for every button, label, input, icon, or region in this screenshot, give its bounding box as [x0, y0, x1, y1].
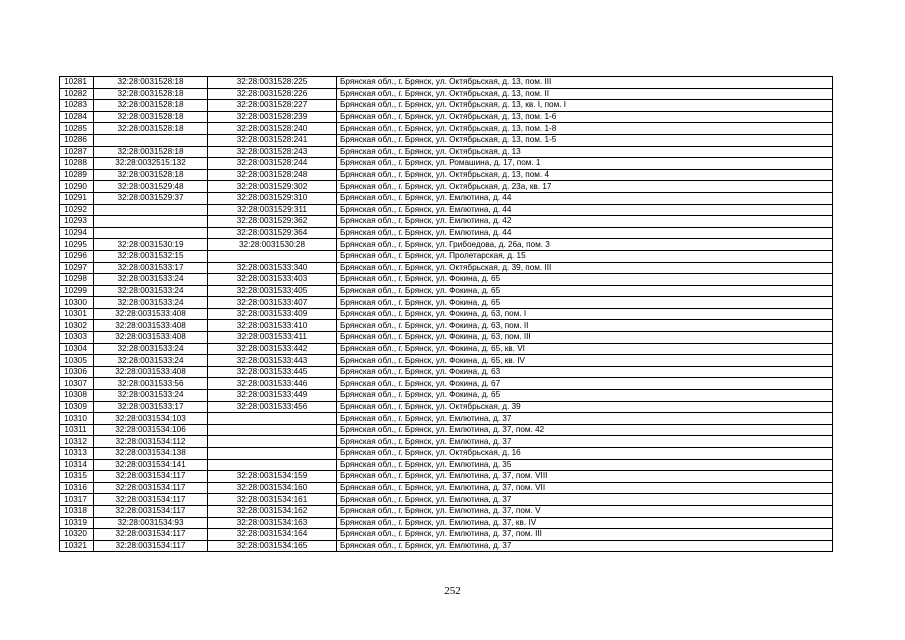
table-row: [60, 100, 833, 112]
address-cell: Брянская обл., г. Брянск, ул. Емлютина, д. 37: [337, 413, 833, 425]
table-row: [60, 390, 833, 402]
address-cell: Брянская обл., г. Брянск, ул. Фокина, д. 65: [337, 297, 833, 309]
row-number-cell: 10299: [60, 285, 94, 297]
table-row: [60, 262, 833, 274]
table-row: [60, 448, 833, 460]
address-cell: Брянская обл., г. Брянск, ул. Октябрьская, д. 13, пом. III: [337, 77, 833, 89]
address-cell: Брянская обл., г. Брянск, ул. Ромашина, д. 17, пом. 1: [337, 158, 833, 170]
object-cadastral-number-cell: 32:28:0031528:248: [208, 169, 337, 181]
object-cadastral-number-cell: [208, 459, 337, 471]
row-number-cell: 10287: [60, 146, 94, 158]
address-cell: Брянская обл., г. Брянск, ул. Емлютина, д. 37, пом. VIII: [337, 471, 833, 483]
land-cadastral-number-cell: 32:28:0031534:138: [94, 448, 208, 460]
land-cadastral-number-cell: 32:28:0031534:117: [94, 505, 208, 517]
table-row: [60, 192, 833, 204]
land-cadastral-number-cell: 32:28:0031534:112: [94, 436, 208, 448]
land-cadastral-number-cell: 32:28:0031534:117: [94, 471, 208, 483]
address-cell: Брянская обл., г. Брянск, ул. Емлютина, д. 37, пом. III: [337, 529, 833, 541]
object-cadastral-number-cell: 32:28:0031533:410: [208, 320, 337, 332]
object-cadastral-number-cell: 32:28:0031534:162: [208, 505, 337, 517]
table-row: [60, 297, 833, 309]
table-row: [60, 401, 833, 413]
row-number-cell: 10284: [60, 111, 94, 123]
registry-table-body: [60, 77, 833, 552]
address-cell: Брянская обл., г. Брянск, ул. Емлютина, д. 37, пом. V: [337, 505, 833, 517]
object-cadastral-number-cell: 32:28:0031533:411: [208, 332, 337, 344]
table-row: [60, 505, 833, 517]
object-cadastral-number-cell: 32:28:0031533:409: [208, 308, 337, 320]
row-number-cell: 10296: [60, 250, 94, 262]
table-row: [60, 413, 833, 425]
land-cadastral-number-cell: 32:28:0031528:18: [94, 111, 208, 123]
table-row: [60, 88, 833, 100]
table-row: [60, 482, 833, 494]
table-row: [60, 134, 833, 146]
object-cadastral-number-cell: 32:28:0031529:310: [208, 192, 337, 204]
object-cadastral-number-cell: 32:28:0031529:311: [208, 204, 337, 216]
object-cadastral-number-cell: 32:28:0031533:449: [208, 390, 337, 402]
land-cadastral-number-cell: 32:28:0031529:48: [94, 181, 208, 193]
address-cell: Брянская обл., г. Брянск, ул. Октябрьская, д. 13, пом. II: [337, 88, 833, 100]
land-cadastral-number-cell: 32:28:0031534:117: [94, 529, 208, 541]
object-cadastral-number-cell: 32:28:0031534:164: [208, 529, 337, 541]
table-row: [60, 250, 833, 262]
row-number-cell: 10298: [60, 274, 94, 286]
row-number-cell: 10289: [60, 169, 94, 181]
object-cadastral-number-cell: 32:28:0031533:443: [208, 355, 337, 367]
row-number-cell: 10305: [60, 355, 94, 367]
row-number-cell: 10292: [60, 204, 94, 216]
table-row: [60, 459, 833, 471]
land-cadastral-number-cell: 32:28:0031534:93: [94, 517, 208, 529]
row-number-cell: 10295: [60, 239, 94, 251]
land-cadastral-number-cell: 32:28:0031533:24: [94, 285, 208, 297]
object-cadastral-number-cell: 32:28:0031528:226: [208, 88, 337, 100]
row-number-cell: 10320: [60, 529, 94, 541]
table-row: [60, 181, 833, 193]
land-cadastral-number-cell: 32:28:0031533:408: [94, 332, 208, 344]
row-number-cell: 10288: [60, 158, 94, 170]
address-cell: Брянская обл., г. Брянск, ул. Емлютина, д. 37, кв. IV: [337, 517, 833, 529]
land-cadastral-number-cell: 32:28:0031533:24: [94, 274, 208, 286]
table-row: [60, 239, 833, 251]
table-row: [60, 146, 833, 158]
address-cell: Брянская обл., г. Брянск, ул. Октябрьская, д. 39, пом. III: [337, 262, 833, 274]
table-row: [60, 285, 833, 297]
land-cadastral-number-cell: 32:28:0031528:18: [94, 88, 208, 100]
table-row: [60, 123, 833, 135]
object-cadastral-number-cell: 32:28:0031528:227: [208, 100, 337, 112]
address-cell: Брянская обл., г. Брянск, ул. Фокина, д. 63: [337, 366, 833, 378]
land-cadastral-number-cell: [94, 216, 208, 228]
address-cell: Брянская обл., г. Брянск, ул. Октябрьская, д. 13: [337, 146, 833, 158]
object-cadastral-number-cell: 32:28:0031530:28: [208, 239, 337, 251]
object-cadastral-number-cell: 32:28:0031533:403: [208, 274, 337, 286]
object-cadastral-number-cell: 32:28:0031533:442: [208, 343, 337, 355]
address-cell: Брянская обл., г. Брянск, ул. Фокина, д. 65: [337, 285, 833, 297]
address-cell: Брянская обл., г. Брянск, ул. Емлютина, д. 44: [337, 204, 833, 216]
object-cadastral-number-cell: 32:28:0031528:241: [208, 134, 337, 146]
object-cadastral-number-cell: [208, 413, 337, 425]
table-row: [60, 308, 833, 320]
land-cadastral-number-cell: 32:28:0031534:117: [94, 482, 208, 494]
address-cell: Брянская обл., г. Брянск, ул. Октябрьская, д. 13, кв. I, пом. I: [337, 100, 833, 112]
land-cadastral-number-cell: 32:28:0031533:24: [94, 297, 208, 309]
page-number: 252: [444, 585, 461, 597]
land-cadastral-number-cell: 32:28:0031534:103: [94, 413, 208, 425]
table-row: [60, 169, 833, 181]
table-row: [60, 204, 833, 216]
table-row: [60, 471, 833, 483]
row-number-cell: 10316: [60, 482, 94, 494]
table-row: [60, 227, 833, 239]
row-number-cell: 10313: [60, 448, 94, 460]
table-row: [60, 529, 833, 541]
row-number-cell: 10321: [60, 540, 94, 552]
address-cell: Брянская обл., г. Брянск, ул. Емлютина, д. 44: [337, 192, 833, 204]
object-cadastral-number-cell: 32:28:0031534:159: [208, 471, 337, 483]
row-number-cell: 10309: [60, 401, 94, 413]
row-number-cell: 10314: [60, 459, 94, 471]
land-cadastral-number-cell: 32:28:0032515:132: [94, 158, 208, 170]
land-cadastral-number-cell: 32:28:0031533:408: [94, 320, 208, 332]
address-cell: Брянская обл., г. Брянск, ул. Октябрьская, д. 13, пом. 4: [337, 169, 833, 181]
address-cell: Брянская обл., г. Брянск, ул. Фокина, д. 65, кв. IV: [337, 355, 833, 367]
address-cell: Брянская обл., г. Брянск, ул. Емлютина, д. 44: [337, 227, 833, 239]
table-row: [60, 424, 833, 436]
row-number-cell: 10293: [60, 216, 94, 228]
row-number-cell: 10318: [60, 505, 94, 517]
row-number-cell: 10303: [60, 332, 94, 344]
table-row: [60, 274, 833, 286]
land-cadastral-number-cell: 32:28:0031528:18: [94, 100, 208, 112]
row-number-cell: 10302: [60, 320, 94, 332]
object-cadastral-number-cell: 32:28:0031533:446: [208, 378, 337, 390]
land-cadastral-number-cell: 32:28:0031533:408: [94, 308, 208, 320]
object-cadastral-number-cell: 32:28:0031529:364: [208, 227, 337, 239]
object-cadastral-number-cell: 32:28:0031528:243: [208, 146, 337, 158]
address-cell: Брянская обл., г. Брянск, ул. Емлютина, д. 37, пом. 42: [337, 424, 833, 436]
object-cadastral-number-cell: 32:28:0031528:244: [208, 158, 337, 170]
object-cadastral-number-cell: 32:28:0031534:161: [208, 494, 337, 506]
object-cadastral-number-cell: 32:28:0031533:340: [208, 262, 337, 274]
object-cadastral-number-cell: [208, 250, 337, 262]
address-cell: Брянская обл., г. Брянск, ул. Емлютина, д. 37, пом. VII: [337, 482, 833, 494]
row-number-cell: 10310: [60, 413, 94, 425]
object-cadastral-number-cell: 32:28:0031528:240: [208, 123, 337, 135]
object-cadastral-number-cell: 32:28:0031534:165: [208, 540, 337, 552]
land-cadastral-number-cell: 32:28:0031534:106: [94, 424, 208, 436]
land-cadastral-number-cell: 32:28:0031533:56: [94, 378, 208, 390]
land-cadastral-number-cell: 32:28:0031533:17: [94, 262, 208, 274]
object-cadastral-number-cell: 32:28:0031533:407: [208, 297, 337, 309]
table-row: [60, 320, 833, 332]
row-number-cell: 10290: [60, 181, 94, 193]
table-row: [60, 378, 833, 390]
table-row: [60, 158, 833, 170]
address-cell: Брянская обл., г. Брянск, ул. Фокина, д. 65: [337, 274, 833, 286]
row-number-cell: 10294: [60, 227, 94, 239]
table-row: [60, 343, 833, 355]
table-row: [60, 355, 833, 367]
land-cadastral-number-cell: 32:28:0031528:18: [94, 77, 208, 89]
table-row: [60, 216, 833, 228]
address-cell: Брянская обл., г. Брянск, ул. Фокина, д. 63, пом. I: [337, 308, 833, 320]
object-cadastral-number-cell: 32:28:0031528:239: [208, 111, 337, 123]
table-row: [60, 332, 833, 344]
row-number-cell: 10315: [60, 471, 94, 483]
address-cell: Брянская обл., г. Брянск, ул. Октябрьская, д. 23а, кв. 17: [337, 181, 833, 193]
row-number-cell: 10304: [60, 343, 94, 355]
row-number-cell: 10285: [60, 123, 94, 135]
land-cadastral-number-cell: 32:28:0031530:19: [94, 239, 208, 251]
object-cadastral-number-cell: 32:28:0031534:160: [208, 482, 337, 494]
object-cadastral-number-cell: 32:28:0031528:225: [208, 77, 337, 89]
table-row: [60, 494, 833, 506]
land-cadastral-number-cell: 32:28:0031532:15: [94, 250, 208, 262]
address-cell: Брянская обл., г. Брянск, ул. Грибоедова, д. 26а, пом. 3: [337, 239, 833, 251]
land-cadastral-number-cell: [94, 227, 208, 239]
object-cadastral-number-cell: 32:28:0031534:163: [208, 517, 337, 529]
land-cadastral-number-cell: 32:28:0031533:24: [94, 355, 208, 367]
registry-table: [59, 76, 833, 552]
address-cell: Брянская обл., г. Брянск, ул. Фокина, д. 67: [337, 378, 833, 390]
address-cell: Брянская обл., г. Брянск, ул. Емлютина, д. 42: [337, 216, 833, 228]
row-number-cell: 10308: [60, 390, 94, 402]
land-cadastral-number-cell: [94, 134, 208, 146]
row-number-cell: 10301: [60, 308, 94, 320]
land-cadastral-number-cell: 32:28:0031534:117: [94, 540, 208, 552]
address-cell: Брянская обл., г. Брянск, ул. Октябрьская, д. 13, пом. 1-6: [337, 111, 833, 123]
row-number-cell: 10306: [60, 366, 94, 378]
address-cell: Брянская обл., г. Брянск, ул. Фокина, д. 63, пом. III: [337, 332, 833, 344]
address-cell: Брянская обл., г. Брянск, ул. Емлютина, д. 35: [337, 459, 833, 471]
table-row: [60, 517, 833, 529]
object-cadastral-number-cell: 32:28:0031533:456: [208, 401, 337, 413]
table-row: [60, 111, 833, 123]
row-number-cell: 10283: [60, 100, 94, 112]
row-number-cell: 10307: [60, 378, 94, 390]
address-cell: Брянская обл., г. Брянск, ул. Фокина, д. 65: [337, 390, 833, 402]
row-number-cell: 10319: [60, 517, 94, 529]
row-number-cell: 10297: [60, 262, 94, 274]
land-cadastral-number-cell: 32:28:0031533:17: [94, 401, 208, 413]
object-cadastral-number-cell: 32:28:0031533:445: [208, 366, 337, 378]
row-number-cell: 10311: [60, 424, 94, 436]
land-cadastral-number-cell: 32:28:0031533:24: [94, 343, 208, 355]
land-cadastral-number-cell: 32:28:0031528:18: [94, 123, 208, 135]
address-cell: Брянская обл., г. Брянск, ул. Фокина, д. 65, кв. VI: [337, 343, 833, 355]
row-number-cell: 10317: [60, 494, 94, 506]
address-cell: Брянская обл., г. Брянск, ул. Октябрьская, д. 16: [337, 448, 833, 460]
row-number-cell: 10312: [60, 436, 94, 448]
row-number-cell: 10281: [60, 77, 94, 89]
address-cell: Брянская обл., г. Брянск, ул. Октябрьская, д. 13, пом. 1-8: [337, 123, 833, 135]
address-cell: Брянская обл., г. Брянск, ул. Октябрьская, д. 13, пом. 1-5: [337, 134, 833, 146]
land-cadastral-number-cell: 32:28:0031533:408: [94, 366, 208, 378]
land-cadastral-number-cell: 32:28:0031529:37: [94, 192, 208, 204]
row-number-cell: 10282: [60, 88, 94, 100]
land-cadastral-number-cell: 32:28:0031528:18: [94, 146, 208, 158]
land-cadastral-number-cell: [94, 204, 208, 216]
table-row: [60, 77, 833, 89]
land-cadastral-number-cell: 32:28:0031528:18: [94, 169, 208, 181]
row-number-cell: 10291: [60, 192, 94, 204]
table-row: [60, 540, 833, 552]
land-cadastral-number-cell: 32:28:0031533:24: [94, 390, 208, 402]
object-cadastral-number-cell: [208, 436, 337, 448]
object-cadastral-number-cell: 32:28:0031533:405: [208, 285, 337, 297]
address-cell: Брянская обл., г. Брянск, ул. Фокина, д. 63, пом. II: [337, 320, 833, 332]
object-cadastral-number-cell: [208, 424, 337, 436]
table-row: [60, 436, 833, 448]
address-cell: Брянская обл., г. Брянск, ул. Емлютина, д. 37: [337, 436, 833, 448]
row-number-cell: 10300: [60, 297, 94, 309]
row-number-cell: 10286: [60, 134, 94, 146]
address-cell: Брянская обл., г. Брянск, ул. Пролетарская, д. 15: [337, 250, 833, 262]
address-cell: Брянская обл., г. Брянск, ул. Октябрьская, д. 39: [337, 401, 833, 413]
land-cadastral-number-cell: 32:28:0031534:141: [94, 459, 208, 471]
land-cadastral-number-cell: 32:28:0031534:117: [94, 494, 208, 506]
object-cadastral-number-cell: [208, 448, 337, 460]
address-cell: Брянская обл., г. Брянск, ул. Емлютина, д. 37: [337, 540, 833, 552]
address-cell: Брянская обл., г. Брянск, ул. Емлютина, д. 37: [337, 494, 833, 506]
object-cadastral-number-cell: 32:28:0031529:302: [208, 181, 337, 193]
table-row: [60, 366, 833, 378]
object-cadastral-number-cell: 32:28:0031529:362: [208, 216, 337, 228]
